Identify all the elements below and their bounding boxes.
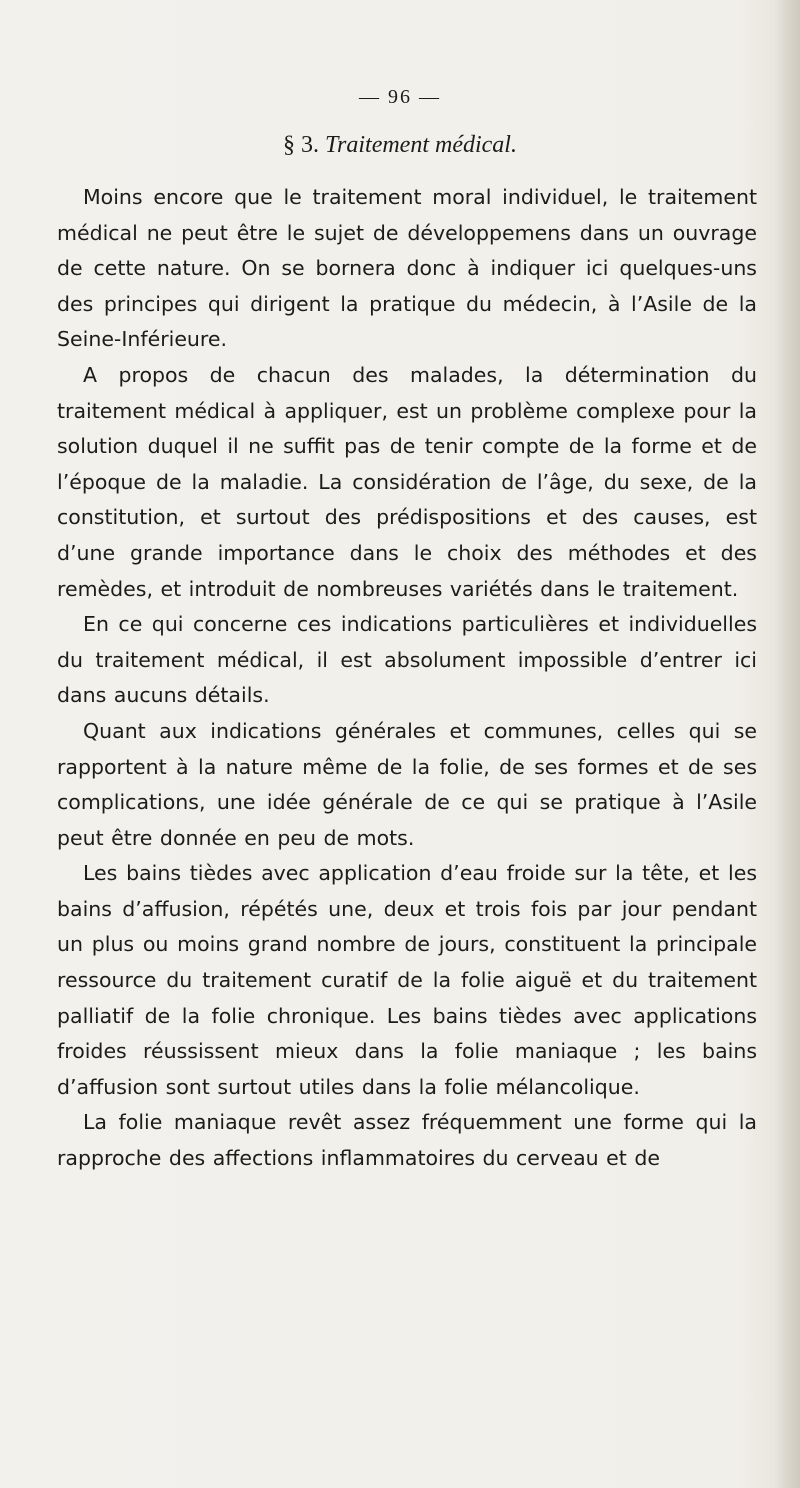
section-number: § 3. bbox=[283, 132, 319, 158]
page-number: — 96 — bbox=[359, 86, 441, 108]
paragraph: En ce qui concerne ces indications particulières et individuelles du traitement médical, il est absolument impossible d’entrer ici dans aucuns détails. bbox=[57, 612, 757, 708]
paragraph: A propos de chacun des malades, la détermination du traitement médical à appliquer, est un problème complexe pour la solution duquel il ne suffit pas de tenir compte de la forme et de l’époque de la maladie. La considération de l’âge, du sexe, de la constitution, et surtout des prédispositions et des causes, est d’une grande importance dans le choix des méthodes et des remèdes, et introduit de nombreuses variétés dans le traitement. bbox=[57, 362, 757, 601]
body-text bbox=[57, 180, 757, 1177]
paragraph: La folie maniaque revêt assez fréquemment une forme qui la rapproche des affections inflammatoires du cerveau et de bbox=[57, 1110, 757, 1171]
paragraph: Quant aux indications générales et communes, celles qui se rapportent à la nature même de la folie, de ses formes et de ses complications, une idée générale de ce qui se pratique à l’Asile peut être donnée en peu de mots. bbox=[57, 718, 757, 850]
section-heading bbox=[0, 132, 800, 159]
section-title: Traitement médical. bbox=[325, 132, 517, 158]
page-edge-shadow bbox=[774, 0, 800, 1488]
paragraph: Moins encore que le traitement moral individuel, le traitement médical ne peut être le sujet de développemens dans un ouvrage de cette nature. On se bornera donc à indiquer ici quelques-uns des principes qui dirigent la pratique du médecin, à l’Asile de la Seine-Inférieure. bbox=[57, 185, 757, 352]
paragraph: Les bains tièdes avec application d’eau froide sur la tête, et les bains d’affusion, répétés une, deux et trois fois par jour pendant un plus ou moins grand nombre de jours, constituent la principale ressource du traitement curatif de la folie aiguë et du traitement palliatif de la folie chronique. Les bains tièdes avec applications froides réussissent mieux dans la folie maniaque ; les bains d’affusion sont surtout utiles dans la folie mélancolique. bbox=[57, 861, 757, 1099]
